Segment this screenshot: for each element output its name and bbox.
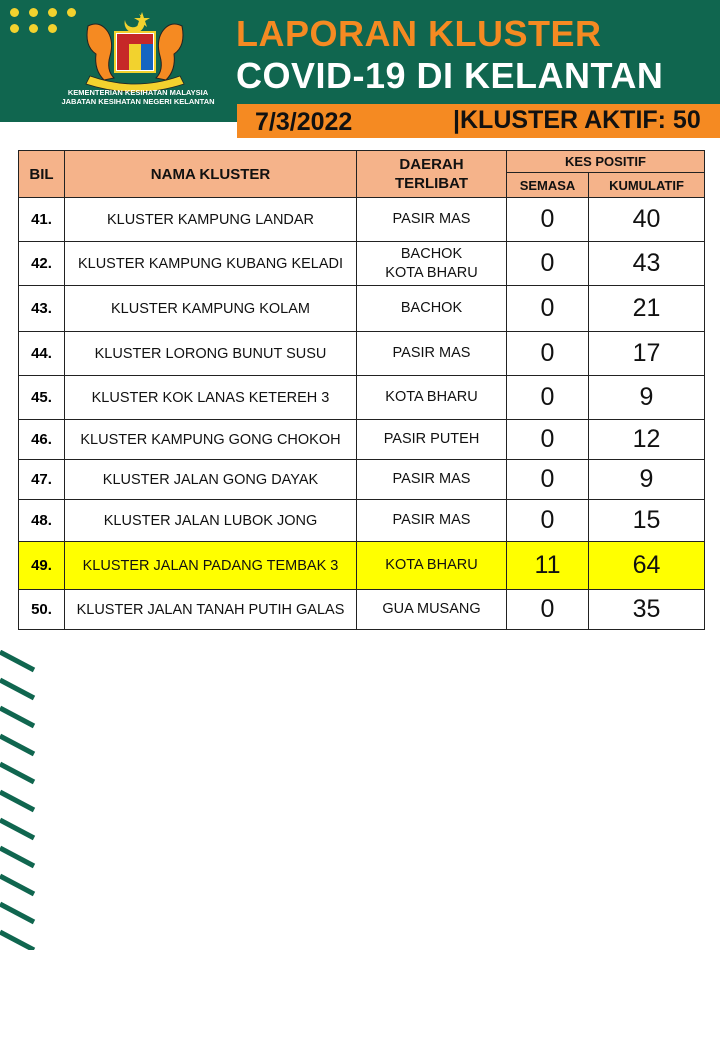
row-number: 50. bbox=[19, 590, 65, 630]
table-row bbox=[19, 198, 705, 242]
column-header-kumulatif: KUMULATIF bbox=[589, 173, 705, 198]
malaysia-coat-of-arms-icon bbox=[70, 8, 200, 92]
district-name: PASIR MAS bbox=[392, 211, 471, 227]
row-number: 46. bbox=[19, 420, 65, 460]
current-cases: 0 bbox=[507, 460, 589, 500]
district-name: PASIR MAS bbox=[392, 471, 471, 487]
column-header-nama-kluster: NAMA KLUSTER bbox=[65, 151, 357, 198]
cumulative-cases: 35 bbox=[589, 590, 705, 630]
report-title: LAPORAN KLUSTER bbox=[236, 13, 602, 54]
daerah-header-line-2: TERLIBAT bbox=[394, 175, 469, 192]
table-row bbox=[19, 242, 705, 286]
table-row bbox=[19, 420, 705, 460]
district-name: PASIR MAS bbox=[392, 512, 471, 528]
column-header-bil: BIL bbox=[19, 151, 65, 198]
cumulative-cases: 9 bbox=[589, 460, 705, 500]
district bbox=[357, 198, 507, 242]
cluster-table bbox=[18, 150, 705, 630]
report-date: 7/3/2022 bbox=[255, 108, 353, 136]
current-cases: 0 bbox=[507, 332, 589, 376]
table-row bbox=[19, 286, 705, 332]
district-name: PASIR PUTEH bbox=[383, 431, 480, 447]
cluster-name: KLUSTER JALAN PADANG TEMBAK 3 bbox=[65, 542, 357, 590]
current-cases: 0 bbox=[507, 590, 589, 630]
table-row bbox=[19, 500, 705, 542]
row-number: 47. bbox=[19, 460, 65, 500]
district bbox=[357, 286, 507, 332]
district-name: GUA MUSANG bbox=[382, 601, 481, 617]
current-cases: 0 bbox=[507, 198, 589, 242]
current-cases: 0 bbox=[507, 242, 589, 286]
table-row bbox=[19, 376, 705, 420]
cumulative-cases: 43 bbox=[589, 242, 705, 286]
table-row bbox=[19, 332, 705, 376]
district bbox=[357, 242, 507, 286]
current-cases: 11 bbox=[507, 542, 589, 590]
district-name: KOTA BHARU bbox=[385, 264, 478, 281]
cumulative-cases: 64 bbox=[589, 542, 705, 590]
daerah-header-line-1: DAERAH bbox=[399, 156, 464, 173]
row-number: 43. bbox=[19, 286, 65, 332]
cluster-name: KLUSTER KAMPUNG KUBANG KELADI bbox=[65, 242, 357, 286]
district bbox=[357, 500, 507, 542]
cluster-name: KLUSTER KAMPUNG LANDAR bbox=[65, 198, 357, 242]
district-name: BACHOK bbox=[400, 300, 463, 316]
ministry-line-1: KEMENTERIAN KESIHATAN MALAYSIA bbox=[67, 88, 209, 97]
district bbox=[357, 420, 507, 460]
cumulative-cases: 12 bbox=[589, 420, 705, 460]
district bbox=[357, 460, 507, 500]
current-cases: 0 bbox=[507, 420, 589, 460]
column-header-kes-positif: KES POSITIF bbox=[507, 151, 705, 173]
ministry-line-2: JABATAN KESIHATAN NEGERI KELANTAN bbox=[61, 97, 215, 106]
cumulative-cases: 9 bbox=[589, 376, 705, 420]
cluster-name: KLUSTER LORONG BUNUT SUSU bbox=[65, 332, 357, 376]
district bbox=[357, 376, 507, 420]
cluster-name: KLUSTER KOK LANAS KETEREH 3 bbox=[65, 376, 357, 420]
ministry-name bbox=[38, 88, 238, 106]
cluster-name: KLUSTER JALAN TANAH PUTIH GALAS bbox=[65, 590, 357, 630]
district-name: KOTA BHARU bbox=[385, 557, 478, 573]
row-number: 49. bbox=[19, 542, 65, 590]
cumulative-cases: 40 bbox=[589, 198, 705, 242]
cumulative-cases: 17 bbox=[589, 332, 705, 376]
cluster-name: KLUSTER KAMPUNG KOLAM bbox=[65, 286, 357, 332]
column-header-daerah-terlibat bbox=[357, 151, 507, 198]
decorative-stripes bbox=[0, 650, 36, 950]
column-header-semasa: SEMASA bbox=[507, 173, 589, 198]
report-subtitle: COVID-19 DI KELANTAN bbox=[236, 55, 664, 96]
cluster-name: KLUSTER JALAN LUBOK JONG bbox=[65, 500, 357, 542]
table-row bbox=[19, 460, 705, 500]
active-cluster-count: |KLUSTER AKTIF: 50 bbox=[453, 106, 701, 134]
table-row bbox=[19, 542, 705, 590]
current-cases: 0 bbox=[507, 286, 589, 332]
district bbox=[357, 542, 507, 590]
cluster-name: KLUSTER KAMPUNG GONG CHOKOH bbox=[65, 420, 357, 460]
current-cases: 0 bbox=[507, 376, 589, 420]
district-name: KOTA BHARU bbox=[385, 389, 478, 405]
district bbox=[357, 590, 507, 630]
cumulative-cases: 15 bbox=[589, 500, 705, 542]
row-number: 42. bbox=[19, 242, 65, 286]
row-number: 41. bbox=[19, 198, 65, 242]
cumulative-cases: 21 bbox=[589, 286, 705, 332]
district bbox=[357, 332, 507, 376]
district-name: PASIR MAS bbox=[392, 345, 471, 361]
cluster-name: KLUSTER JALAN GONG DAYAK bbox=[65, 460, 357, 500]
row-number: 48. bbox=[19, 500, 65, 542]
district-name: BACHOK bbox=[400, 245, 463, 262]
row-number: 45. bbox=[19, 376, 65, 420]
row-number: 44. bbox=[19, 332, 65, 376]
current-cases: 0 bbox=[507, 500, 589, 542]
table-row bbox=[19, 590, 705, 630]
